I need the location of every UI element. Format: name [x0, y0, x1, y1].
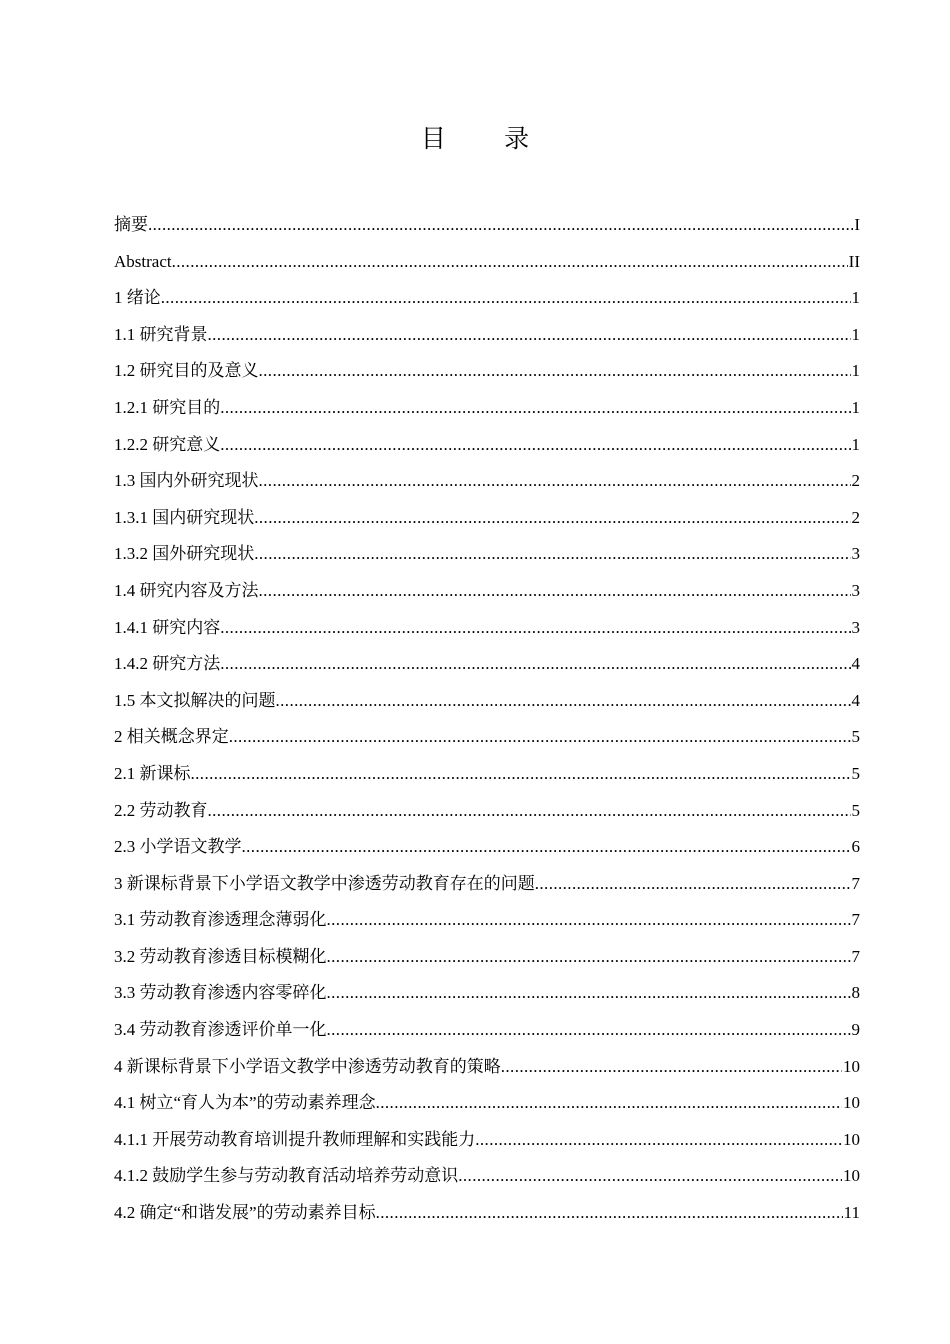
toc-entry[interactable]	[114, 939, 860, 976]
toc-entry[interactable]	[114, 317, 860, 354]
toc-entry-label: 3.1 劳动教育渗透理念薄弱化	[114, 910, 327, 930]
toc-entry-label: 3 新课标背景下小学语文教学中渗透劳动教育存在的问题	[114, 873, 535, 893]
toc-entry-label: 2.3 小学语文教学	[114, 837, 242, 857]
dot-leader	[220, 390, 850, 427]
dot-leader	[327, 975, 851, 1012]
toc-entry[interactable]	[114, 500, 860, 537]
toc-entry[interactable]	[114, 390, 860, 427]
toc-entry-page-number: 10	[843, 1056, 860, 1076]
toc-entry[interactable]	[114, 1049, 860, 1086]
dot-leader	[535, 866, 851, 903]
dot-leader	[259, 573, 851, 610]
dot-leader	[254, 536, 850, 573]
toc-entry-page-number: 1	[851, 361, 860, 381]
dot-leader	[242, 829, 851, 866]
toc-entry-label: 1.4 研究内容及方法	[114, 580, 259, 600]
toc-entry-label: 4.1.1 开展劳动教育培训提升教师理解和实践能力	[114, 1129, 476, 1149]
toc-entry[interactable]	[114, 756, 860, 793]
toc-entry-page-number: 3	[851, 617, 860, 637]
toc-entry-label: 4 新课标背景下小学语文教学中渗透劳动教育的策略	[114, 1056, 501, 1076]
dot-leader	[208, 317, 851, 354]
toc-entry-page-number: 3	[851, 544, 860, 564]
toc-entry[interactable]	[114, 207, 860, 244]
dot-leader	[229, 719, 851, 756]
toc-entry-page-number: 3	[851, 580, 860, 600]
dot-leader	[172, 244, 848, 281]
toc-entry[interactable]	[114, 1195, 860, 1232]
toc-entry-label: 2.1 新课标	[114, 763, 191, 783]
toc-entry-page-number: 6	[851, 837, 860, 857]
toc-entry-page-number: 10	[843, 1093, 860, 1113]
toc-entry-label: 3.2 劳动教育渗透目标模糊化	[114, 946, 327, 966]
toc-entry-label: 1.4.1 研究内容	[114, 617, 221, 637]
dot-leader	[208, 793, 851, 830]
toc-entry[interactable]	[114, 610, 860, 647]
toc-entry-label: 2.2 劳动教育	[114, 800, 208, 820]
toc-entry-label: 3.4 劳动教育渗透评价单一化	[114, 1020, 327, 1040]
toc-entry[interactable]	[114, 829, 860, 866]
dot-leader	[191, 756, 851, 793]
toc-entry-label: 1.3 国内外研究现状	[114, 471, 259, 491]
toc-entry-page-number: 1	[851, 288, 860, 308]
toc-entry[interactable]	[114, 866, 860, 903]
toc-entry[interactable]	[114, 1158, 860, 1195]
toc-entry-page-number: 7	[851, 946, 860, 966]
toc-entry-page-number: 11	[843, 1203, 860, 1223]
dot-leader	[501, 1049, 842, 1086]
toc-entry[interactable]	[114, 353, 860, 390]
toc-entry-label: 2 相关概念界定	[114, 727, 229, 747]
toc-entry[interactable]	[114, 1122, 860, 1159]
toc-entry-page-number: II	[848, 251, 860, 271]
toc-entry-label: 1.1 研究背景	[114, 324, 208, 344]
dot-leader	[327, 1012, 851, 1049]
toc-entry[interactable]	[114, 280, 860, 317]
toc-entry-page-number: 1	[851, 397, 860, 417]
toc-entry-page-number: 8	[851, 983, 860, 1003]
toc-entry[interactable]	[114, 719, 860, 756]
toc-entry-page-number: 4	[851, 690, 860, 710]
toc-entry-page-number: 10	[843, 1166, 860, 1186]
toc-entry-label: 3.3 劳动教育渗透内容零碎化	[114, 983, 327, 1003]
toc-list	[114, 207, 860, 1232]
dot-leader	[327, 902, 851, 939]
toc-entry-label: 1.4.2 研究方法	[114, 654, 221, 674]
dot-leader	[276, 683, 851, 720]
toc-entry-label: 1.2.1 研究目的	[114, 397, 221, 417]
toc-entry-page-number: 5	[851, 763, 860, 783]
toc-entry[interactable]	[114, 646, 860, 683]
toc-entry-label: Abstract	[114, 251, 172, 271]
dot-leader	[376, 1195, 843, 1232]
toc-entry-page-number: 1	[851, 434, 860, 454]
toc-entry[interactable]	[114, 902, 860, 939]
dot-leader	[259, 463, 851, 500]
dot-leader	[376, 1085, 842, 1122]
dot-leader	[259, 353, 851, 390]
toc-entry-label: 1 绪论	[114, 288, 161, 308]
toc-entry[interactable]	[114, 793, 860, 830]
dot-leader	[148, 207, 853, 244]
toc-entry-page-number: 10	[843, 1129, 860, 1149]
toc-entry-page-number: 5	[851, 727, 860, 747]
toc-entry-label: 摘要	[114, 215, 148, 234]
toc-entry-page-number: 7	[851, 873, 860, 893]
toc-entry-page-number: 1	[851, 324, 860, 344]
toc-entry[interactable]	[114, 536, 860, 573]
toc-title: 目 录	[420, 126, 556, 153]
toc-entry-page-number: 2	[851, 471, 860, 491]
toc-entry-label: 1.3.2 国外研究现状	[114, 544, 255, 564]
toc-entry[interactable]	[114, 975, 860, 1012]
toc-entry[interactable]	[114, 463, 860, 500]
dot-leader	[254, 500, 850, 537]
toc-entry[interactable]	[114, 573, 860, 610]
toc-entry-page-number: 5	[851, 800, 860, 820]
toc-entry-page-number: 7	[851, 910, 860, 930]
toc-entry-label: 1.3.1 国内研究现状	[114, 507, 255, 527]
toc-entry-label: 4.1 树立“育人为本”的劳动素养理念	[114, 1093, 376, 1113]
toc-entry-label: 1.5 本文拟解决的问题	[114, 690, 276, 710]
toc-entry[interactable]	[114, 427, 860, 464]
dot-leader	[220, 646, 850, 683]
toc-entry[interactable]	[114, 1012, 860, 1049]
toc-entry-label: 1.2 研究目的及意义	[114, 361, 259, 381]
toc-entry-label: 4.2 确定“和谐发展”的劳动素养目标	[114, 1203, 376, 1223]
dot-leader	[220, 610, 850, 647]
dot-leader	[327, 939, 851, 976]
dot-leader	[475, 1122, 842, 1159]
toc-entry-page-number: 4	[851, 654, 860, 674]
toc-entry[interactable]	[114, 244, 860, 281]
dot-leader	[458, 1158, 842, 1195]
toc-entry-page-number: I	[854, 215, 860, 234]
toc-entry-page-number: 9	[851, 1020, 860, 1040]
toc-entry-page-number: 2	[851, 507, 860, 527]
toc-entry[interactable]	[114, 1085, 860, 1122]
dot-leader	[220, 427, 850, 464]
toc-entry[interactable]	[114, 683, 860, 720]
dot-leader	[161, 280, 851, 317]
toc-entry-label: 4.1.2 鼓励学生参与劳动教育活动培养劳动意识	[114, 1166, 459, 1186]
toc-entry-label: 1.2.2 研究意义	[114, 434, 221, 454]
